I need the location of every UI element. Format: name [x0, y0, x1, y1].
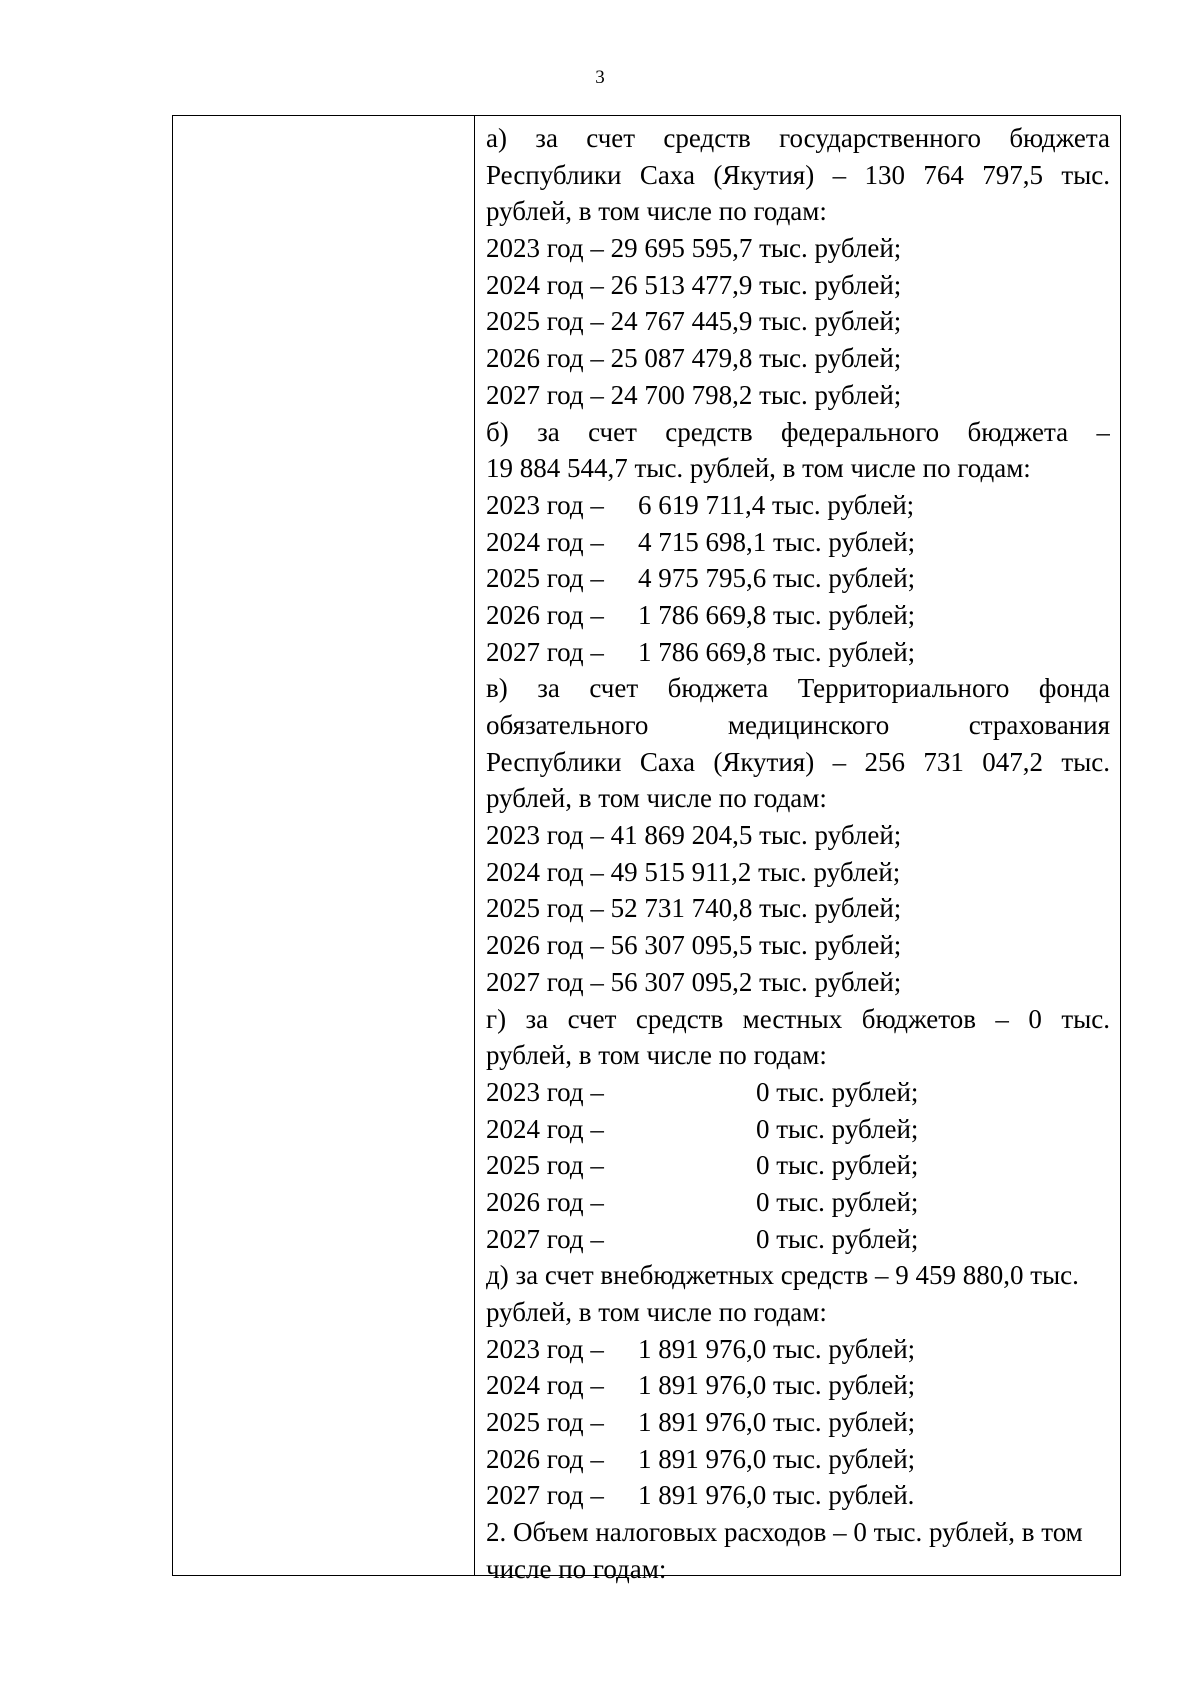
year-amount: 6 619 711,4 тыс. рублей;	[638, 489, 915, 520]
section-a-year-2027: 2027 год – 24 700 798,2 тыс. рублей;	[486, 379, 902, 410]
tax-expenditure-line-1: 2. Объем налоговых расходов – 0 тыс. рублей, в том	[486, 1517, 1083, 1548]
year-label: 2027 год –	[486, 1223, 604, 1254]
year-label: 2027 год –	[486, 636, 604, 667]
year-label: 2025 год –	[486, 1150, 604, 1181]
section-c-year-2023: 2023 год – 41 869 204,5 тыс. рублей;	[486, 820, 902, 851]
section-e-year-2026	[486, 1441, 1110, 1478]
section-c-year-2024: 2024 год – 49 515 911,2 тыс. рублей;	[486, 856, 901, 887]
section-a-year-2025: 2025 год – 24 767 445,9 тыс. рублей;	[486, 306, 902, 337]
section-b-intro-line-1: б) за счет средств федерального бюджета –	[486, 416, 1110, 447]
empty-label-cell	[173, 116, 475, 1575]
year-amount: 4 715 698,1 тыс. рублей;	[638, 526, 916, 557]
tax-expenditure-line-2: числе по годам:	[486, 1553, 667, 1584]
year-label: 2025 год –	[486, 563, 604, 594]
section-d-year-2026	[486, 1184, 1110, 1221]
year-label: 2027 год –	[486, 1480, 604, 1511]
section-c-year-2025: 2025 год – 52 731 740,8 тыс. рублей;	[486, 893, 902, 924]
section-e-year-2024	[486, 1367, 1110, 1404]
year-label: 2026 год –	[486, 1443, 604, 1474]
section-d-year-2025	[486, 1147, 1110, 1184]
year-label: 2024 год –	[486, 526, 604, 557]
section-a-year-2023: 2023 год – 29 695 595,7 тыс. рублей;	[486, 233, 902, 264]
section-d-year-2024	[486, 1111, 1110, 1148]
section-d-year-2023	[486, 1074, 1110, 1111]
section-b-year-2023	[486, 487, 1110, 524]
year-label: 2023 год –	[486, 1076, 604, 1107]
section-c-intro-line-4: рублей, в том числе по годам:	[486, 783, 827, 814]
year-amount: 0 тыс. рублей;	[756, 1223, 919, 1254]
year-amount: 1 786 669,8 тыс. рублей;	[638, 636, 916, 667]
section-b-year-2026	[486, 597, 1110, 634]
year-label: 2024 год –	[486, 1370, 604, 1401]
year-amount: 0 тыс. рублей;	[756, 1186, 919, 1217]
section-c-year-2026: 2026 год – 56 307 095,5 тыс. рублей;	[486, 930, 902, 961]
year-amount: 1 891 976,0 тыс. рублей;	[638, 1370, 916, 1401]
section-c-intro-line-2: обязательного медицинского страхования	[486, 710, 1110, 740]
section-e-year-2023	[486, 1331, 1110, 1368]
funding-table	[172, 115, 1121, 1584]
year-amount: 0 тыс. рублей;	[756, 1076, 919, 1107]
year-label: 2025 год –	[486, 1407, 604, 1438]
section-d-intro-line-1: г) за счет средств местных бюджетов – 0 тыс.	[486, 1003, 1110, 1034]
section-c-intro-line-1: в) за счет бюджета Территориального фонда	[486, 673, 1110, 704]
section-b-year-2024	[486, 524, 1110, 561]
year-amount: 0 тыс. рублей;	[756, 1113, 919, 1144]
section-a-intro-line-3: рублей, в том числе по годам:	[486, 196, 827, 227]
section-a-intro-line-1: а) за счет средств государственного бюджета	[486, 123, 1110, 153]
year-label: 2023 год –	[486, 1333, 604, 1364]
funding-details-cell	[475, 116, 1120, 1584]
year-amount: 0 тыс. рублей;	[756, 1150, 919, 1181]
year-amount: 1 786 669,8 тыс. рублей;	[638, 599, 916, 630]
year-label: 2026 год –	[486, 599, 604, 630]
section-a-year-2026: 2026 год – 25 087 479,8 тыс. рублей;	[486, 343, 902, 374]
section-d-intro-line-2: рублей, в том числе по годам:	[486, 1040, 827, 1071]
year-amount: 1 891 976,0 тыс. рублей;	[638, 1333, 916, 1364]
section-e-intro-line-1: д) за счет внебюджетных средств – 9 459 880,0 тыс.	[486, 1260, 1079, 1291]
section-a-intro-line-2: Республики Саха (Якутия) – 130 764 797,5 тыс.	[486, 159, 1110, 190]
section-c-year-2027: 2027 год – 56 307 095,2 тыс. рублей;	[486, 966, 902, 997]
year-amount: 4 975 795,6 тыс. рублей;	[638, 563, 916, 594]
year-label: 2026 год –	[486, 1186, 604, 1217]
year-label: 2023 год –	[486, 489, 604, 520]
section-a-year-2024: 2024 год – 26 513 477,9 тыс. рублей;	[486, 269, 902, 300]
section-b-year-2027	[486, 634, 1110, 671]
section-e-intro-line-2: рублей, в том числе по годам:	[486, 1297, 827, 1327]
year-amount: 1 891 976,0 тыс. рублей;	[638, 1407, 916, 1438]
section-e-year-2025	[486, 1404, 1110, 1441]
year-amount: 1 891 976,0 тыс. рублей.	[638, 1480, 915, 1511]
section-e-year-2027	[486, 1477, 1110, 1514]
year-label: 2024 год –	[486, 1113, 604, 1144]
year-amount: 1 891 976,0 тыс. рублей;	[638, 1443, 916, 1474]
page-number: 3	[595, 67, 605, 88]
section-b-intro-line-2: 19 884 544,7 тыс. рублей, в том числе по годам:	[486, 453, 1031, 484]
section-c-intro-line-3: Республики Саха (Якутия) – 256 731 047,2 тыс.	[486, 746, 1110, 777]
section-b-year-2025	[486, 560, 1110, 597]
section-d-year-2027	[486, 1221, 1110, 1258]
